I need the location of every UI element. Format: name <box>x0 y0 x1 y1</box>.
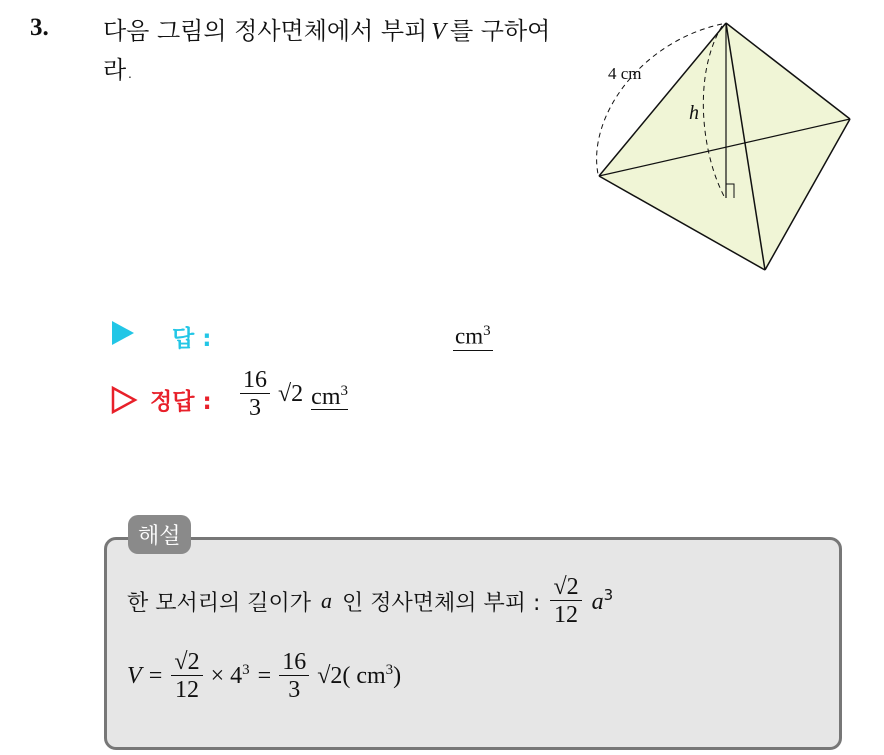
solution-result: √2( $cm^3$) <box>317 662 402 689</box>
solution-times: × $4^3$ <box>210 662 250 689</box>
correct-value <box>240 368 348 420</box>
solution-line-1: 한 모서리의 길이가 a 인 정사면체의 부피 : $\frac{√2}{12}$ $a^3$ <box>127 574 614 628</box>
question-text <box>103 12 573 89</box>
solution-volume-fraction: $\frac{√2}{12}$ <box>550 575 581 627</box>
answer-label: 답 : <box>172 326 212 352</box>
correct-radical: √2 <box>278 380 304 407</box>
solution-box <box>104 537 842 750</box>
correct-fraction: $\frac{16}{3}$ <box>240 368 270 420</box>
solution-volume-tail: $a^3$ <box>591 586 614 615</box>
correct-arrow-icon <box>110 385 138 415</box>
edge-label: 4 cm <box>608 64 642 83</box>
solution-tag: 해설 <box>128 515 191 554</box>
question-variable: V <box>431 19 446 45</box>
solution-fraction-2: $\frac{16}{3}$ <box>279 650 309 702</box>
height-label: h <box>689 102 699 124</box>
correct-label: 정답 : <box>150 389 212 415</box>
tetrahedron-figure <box>592 16 862 276</box>
solution-line-2: V = $\frac{√2}{12}$ × $4^3$ = $\frac{16}{3}$ √2( $cm^3$) <box>127 649 402 703</box>
question-text-before: 다음 그림의 정사면체에서 부피 <box>103 17 428 45</box>
answer-arrow-icon <box>110 319 136 347</box>
solution-fraction-1: $\frac{√2}{12}$ <box>171 650 202 702</box>
question-number: 3. <box>30 14 49 41</box>
question-text-after: 를 구하여라. <box>103 17 551 84</box>
answer-unit: $cm^3$ <box>453 318 493 351</box>
correct-unit: $cm^3$ <box>311 379 348 410</box>
